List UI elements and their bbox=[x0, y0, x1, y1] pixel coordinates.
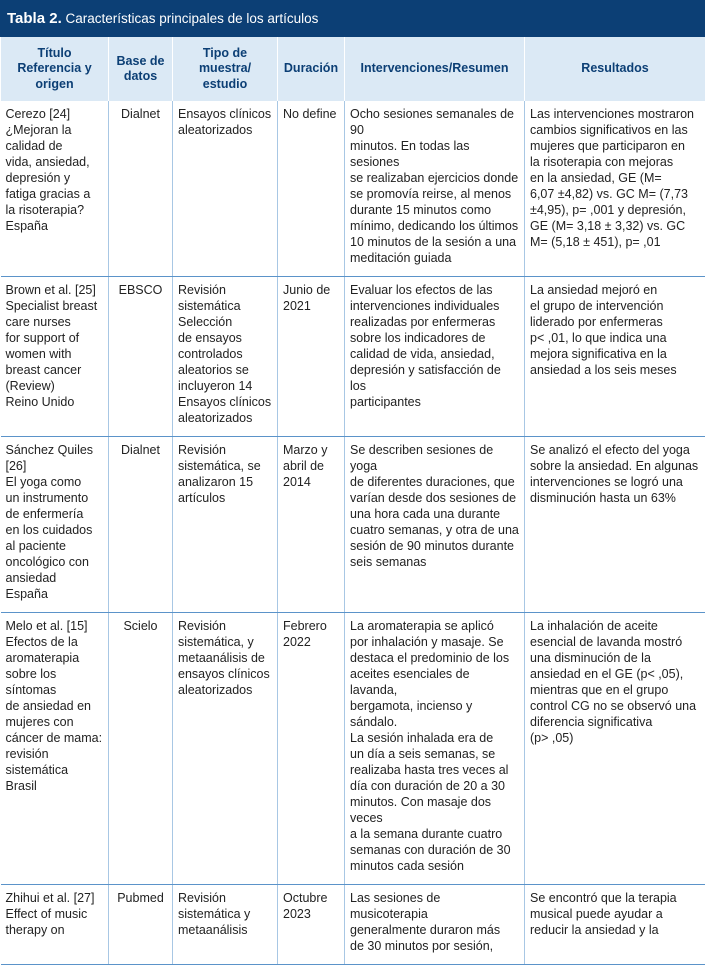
header-tipo-muestra: Tipo de muestra/ estudio bbox=[173, 37, 278, 101]
cell-line: realizadas por enfermeras bbox=[350, 314, 519, 330]
cell-line: aleatorizados bbox=[178, 122, 272, 138]
cell-intervenciones bbox=[345, 277, 525, 437]
cell-line: España bbox=[6, 586, 104, 602]
cell-line: un instrumento bbox=[6, 490, 104, 506]
cell-line: ensayos clínicos bbox=[178, 666, 272, 682]
cell-duracion bbox=[278, 885, 345, 965]
cell-line: Las sesiones de musicoterapia bbox=[350, 890, 519, 922]
header-resultados: Resultados bbox=[525, 37, 705, 101]
cell-line: una hora cada una durante bbox=[350, 506, 519, 522]
cell-line: Effect of music bbox=[6, 906, 104, 922]
cell-line: La ansiedad mejoró en bbox=[530, 282, 701, 298]
cell-line: breast cancer bbox=[6, 362, 104, 378]
table-title: Características principales de los artículos bbox=[66, 11, 319, 26]
cell-line: a la semana durante cuatro bbox=[350, 826, 519, 842]
cell-line: abril de bbox=[283, 458, 339, 474]
cell-line: depresión y bbox=[6, 170, 104, 186]
cell-line: mujeres con bbox=[6, 714, 104, 730]
cell-line: sobre los indicadores de bbox=[350, 330, 519, 346]
cell-resultados bbox=[525, 437, 705, 613]
cell-line: mejora significativa en la bbox=[530, 346, 701, 362]
cell-line: bergamota, incienso y sándalo. bbox=[350, 698, 519, 730]
cell-duracion bbox=[278, 101, 345, 277]
cell-line: al paciente bbox=[6, 538, 104, 554]
cell-line: participantes bbox=[350, 394, 519, 410]
cell-line: sistemática, se bbox=[178, 458, 272, 474]
cell-line: for support of bbox=[6, 330, 104, 346]
cell-line: minutos. En todas las sesiones bbox=[350, 138, 519, 170]
cell-line: aromaterapia bbox=[6, 650, 104, 666]
table-row bbox=[1, 885, 705, 965]
cell-line: Se analizó el efecto del yoga bbox=[530, 442, 701, 458]
cell-line: Zhihui et al. [27] bbox=[6, 890, 104, 906]
cell-line: disminución hasta un 63% bbox=[530, 490, 701, 506]
cell-resultados bbox=[525, 101, 705, 277]
cell-line: sistemática, y bbox=[178, 634, 272, 650]
cell-line: cambios significativos en las bbox=[530, 122, 701, 138]
header-duracion: Duración bbox=[278, 37, 345, 101]
cell-line: Brasil bbox=[6, 778, 104, 794]
cell-line: la risoterapia con mejoras bbox=[530, 154, 701, 170]
cell-line: musical puede ayudar a bbox=[530, 906, 701, 922]
cell-line: de 30 minutos por sesión, bbox=[350, 938, 519, 954]
cell-line: metaanálisis de bbox=[178, 650, 272, 666]
cell-intervenciones bbox=[345, 437, 525, 613]
cell-titulo bbox=[1, 885, 109, 965]
cell-line: therapy on bbox=[6, 922, 104, 938]
cell-titulo bbox=[1, 277, 109, 437]
table-row bbox=[1, 277, 705, 437]
cell-line: Revisión bbox=[178, 890, 272, 906]
cell-line: de diferentes duraciones, que bbox=[350, 474, 519, 490]
cell-line: minutos cada sesión bbox=[350, 858, 519, 874]
cell-line: Octubre bbox=[283, 890, 339, 906]
cell-resultados bbox=[525, 613, 705, 885]
cell-line: Melo et al. [15] bbox=[6, 618, 104, 634]
cell-tipo-muestra bbox=[173, 101, 278, 277]
cell-intervenciones bbox=[345, 101, 525, 277]
cell-line: cuatro semanas, y otra de una bbox=[350, 522, 519, 538]
cell-line: incluyeron 14 bbox=[178, 378, 272, 394]
cell-line: Se encontró que la terapia bbox=[530, 890, 701, 906]
cell-line: (p> ,05) bbox=[530, 730, 701, 746]
cell-line: aceites esenciales de lavanda, bbox=[350, 666, 519, 698]
cell-titulo bbox=[1, 437, 109, 613]
cell-line: vida, ansiedad, bbox=[6, 154, 104, 170]
cell-line: sistemática y bbox=[178, 906, 272, 922]
cell-line: de ensayos bbox=[178, 330, 272, 346]
cell-line: metaanálisis bbox=[178, 922, 272, 938]
cell-line: La aromaterapia se aplicó bbox=[350, 618, 519, 634]
cell-line: cáncer de mama: bbox=[6, 730, 104, 746]
cell-tipo-muestra bbox=[173, 885, 278, 965]
cell-resultados bbox=[525, 277, 705, 437]
cell-base-datos: Dialnet bbox=[109, 101, 173, 277]
cell-line: 10 minutos de la sesión a una bbox=[350, 234, 519, 250]
cell-line: calidad de vida, ansiedad, bbox=[350, 346, 519, 362]
cell-line: analizaron 15 bbox=[178, 474, 272, 490]
cell-line: Se describen sesiones de yoga bbox=[350, 442, 519, 474]
cell-line: La sesión inhalada era de bbox=[350, 730, 519, 746]
cell-line: sistemática bbox=[178, 298, 272, 314]
cell-line: artículos bbox=[178, 490, 272, 506]
cell-base-datos: EBSCO bbox=[109, 277, 173, 437]
cell-line: 6,07 ±4,82) vs. GC M= (7,73 bbox=[530, 186, 701, 202]
cell-line: calidad de bbox=[6, 138, 104, 154]
cell-tipo-muestra bbox=[173, 277, 278, 437]
cell-line: p< ,01, lo que indica una bbox=[530, 330, 701, 346]
cell-line: semanas con duración de 30 bbox=[350, 842, 519, 858]
cell-line: Junio de bbox=[283, 282, 339, 298]
cell-line: Febrero bbox=[283, 618, 339, 634]
cell-line: en la ansiedad, GE (M= bbox=[530, 170, 701, 186]
cell-line: mujeres que participaron en bbox=[530, 138, 701, 154]
cell-tipo-muestra bbox=[173, 613, 278, 885]
cell-line: de enfermería bbox=[6, 506, 104, 522]
cell-line: minutos. Con masaje dos veces bbox=[350, 794, 519, 826]
cell-line: Ensayos clínicos bbox=[178, 106, 272, 122]
cell-line: en los cuidados bbox=[6, 522, 104, 538]
cell-line: Revisión bbox=[178, 282, 272, 298]
cell-tipo-muestra bbox=[173, 437, 278, 613]
cell-line: sobre los síntomas bbox=[6, 666, 104, 698]
cell-line: mínimo, dedicando los últimos bbox=[350, 218, 519, 234]
cell-line: 2014 bbox=[283, 474, 339, 490]
cell-line: Revisión bbox=[178, 442, 272, 458]
cell-resultados bbox=[525, 885, 705, 965]
cell-line: ¿Mejoran la bbox=[6, 122, 104, 138]
cell-line: La inhalación de aceite bbox=[530, 618, 701, 634]
cell-line: No define bbox=[283, 106, 339, 122]
cell-line: ansiedad en el GE (p< ,05), bbox=[530, 666, 701, 682]
cell-base-datos: Scielo bbox=[109, 613, 173, 885]
cell-titulo bbox=[1, 613, 109, 885]
cell-line: una disminución de la bbox=[530, 650, 701, 666]
cell-line: (Review) bbox=[6, 378, 104, 394]
header-row bbox=[1, 37, 705, 101]
table-number: Tabla 2. bbox=[7, 10, 62, 27]
cell-intervenciones bbox=[345, 613, 525, 885]
cell-line: seis semanas bbox=[350, 554, 519, 570]
cell-line: sistemática bbox=[6, 762, 104, 778]
table-row bbox=[1, 101, 705, 277]
cell-line: meditación guiada bbox=[350, 250, 519, 266]
cell-line: diferencia significativa bbox=[530, 714, 701, 730]
cell-line: 2022 bbox=[283, 634, 339, 650]
cell-duracion bbox=[278, 277, 345, 437]
cell-line: sesión de 90 minutos durante bbox=[350, 538, 519, 554]
table-row bbox=[1, 613, 705, 885]
cell-line: women with bbox=[6, 346, 104, 362]
cell-line: generalmente duraron más bbox=[350, 922, 519, 938]
articles-table bbox=[0, 37, 705, 965]
table-caption bbox=[0, 0, 705, 37]
cell-line: sobre la ansiedad. En algunas bbox=[530, 458, 701, 474]
cell-duracion bbox=[278, 613, 345, 885]
cell-line: Brown et al. [25] bbox=[6, 282, 104, 298]
cell-line: 2023 bbox=[283, 906, 339, 922]
cell-line: 2021 bbox=[283, 298, 339, 314]
cell-line: [26] bbox=[6, 458, 104, 474]
cell-line: GE (M= 3,18 ± 3,32) vs. GC bbox=[530, 218, 701, 234]
cell-line: varían desde dos sesiones de bbox=[350, 490, 519, 506]
cell-line: esencial de lavanda mostró bbox=[530, 634, 701, 650]
cell-line: España bbox=[6, 218, 104, 234]
cell-line: Las intervenciones mostraron bbox=[530, 106, 701, 122]
cell-line: mientras que en el grupo bbox=[530, 682, 701, 698]
cell-line: Marzo y bbox=[283, 442, 339, 458]
cell-line: la risoterapia? bbox=[6, 202, 104, 218]
cell-line: reducir la ansiedad y la bbox=[530, 922, 701, 938]
cell-line: Ensayos clínicos bbox=[178, 394, 272, 410]
cell-line: aleatorizados bbox=[178, 410, 272, 426]
cell-line: Revisión bbox=[178, 618, 272, 634]
cell-line: El yoga como bbox=[6, 474, 104, 490]
cell-titulo bbox=[1, 101, 109, 277]
cell-line: intervenciones se logró una bbox=[530, 474, 701, 490]
header-base-datos: Base de datos bbox=[109, 37, 173, 101]
cell-line: control CG no se observó una bbox=[530, 698, 701, 714]
cell-line: día con duración de 20 a 30 bbox=[350, 778, 519, 794]
cell-line: realizaba hasta tres veces al bbox=[350, 762, 519, 778]
cell-line: fatiga gracias a bbox=[6, 186, 104, 202]
cell-line: M= (5,18 ± 451), p= ,01 bbox=[530, 234, 701, 250]
cell-line: Selección bbox=[178, 314, 272, 330]
cell-line: Reino Unido bbox=[6, 394, 104, 410]
cell-line: destaca el predominio de los bbox=[350, 650, 519, 666]
cell-line: Ocho sesiones semanales de 90 bbox=[350, 106, 519, 138]
cell-line: Sánchez Quiles bbox=[6, 442, 104, 458]
cell-line: un día a seis semanas, se bbox=[350, 746, 519, 762]
header-intervenciones: Intervenciones/Resumen bbox=[345, 37, 525, 101]
cell-line: Cerezo [24] bbox=[6, 106, 104, 122]
cell-line: care nurses bbox=[6, 314, 104, 330]
cell-line: se promovía reirse, al menos bbox=[350, 186, 519, 202]
cell-line: se realizaban ejercicios donde bbox=[350, 170, 519, 186]
cell-line: liderado por enfermeras bbox=[530, 314, 701, 330]
cell-base-datos: Pubmed bbox=[109, 885, 173, 965]
cell-line: Specialist breast bbox=[6, 298, 104, 314]
cell-line: revisión bbox=[6, 746, 104, 762]
cell-line: por inhalación y masaje. Se bbox=[350, 634, 519, 650]
table-row bbox=[1, 437, 705, 613]
cell-line: ansiedad bbox=[6, 570, 104, 586]
cell-line: de ansiedad en bbox=[6, 698, 104, 714]
cell-line: el grupo de intervención bbox=[530, 298, 701, 314]
cell-line: aleatorizados bbox=[178, 682, 272, 698]
cell-line: ansiedad a los seis meses bbox=[530, 362, 701, 378]
cell-base-datos: Dialnet bbox=[109, 437, 173, 613]
cell-intervenciones bbox=[345, 885, 525, 965]
cell-line: intervenciones individuales bbox=[350, 298, 519, 314]
cell-line: depresión y satisfacción de los bbox=[350, 362, 519, 394]
header-titulo: Título Referencia y origen bbox=[1, 37, 109, 101]
cell-line: durante 15 minutos como bbox=[350, 202, 519, 218]
cell-line: oncológico con bbox=[6, 554, 104, 570]
cell-line: controlados bbox=[178, 346, 272, 362]
table-body bbox=[1, 101, 705, 965]
cell-duracion bbox=[278, 437, 345, 613]
cell-line: ±4,95), p= ,001 y depresión, bbox=[530, 202, 701, 218]
cell-line: Evaluar los efectos de las bbox=[350, 282, 519, 298]
cell-line: Efectos de la bbox=[6, 634, 104, 650]
cell-line: aleatorios se bbox=[178, 362, 272, 378]
